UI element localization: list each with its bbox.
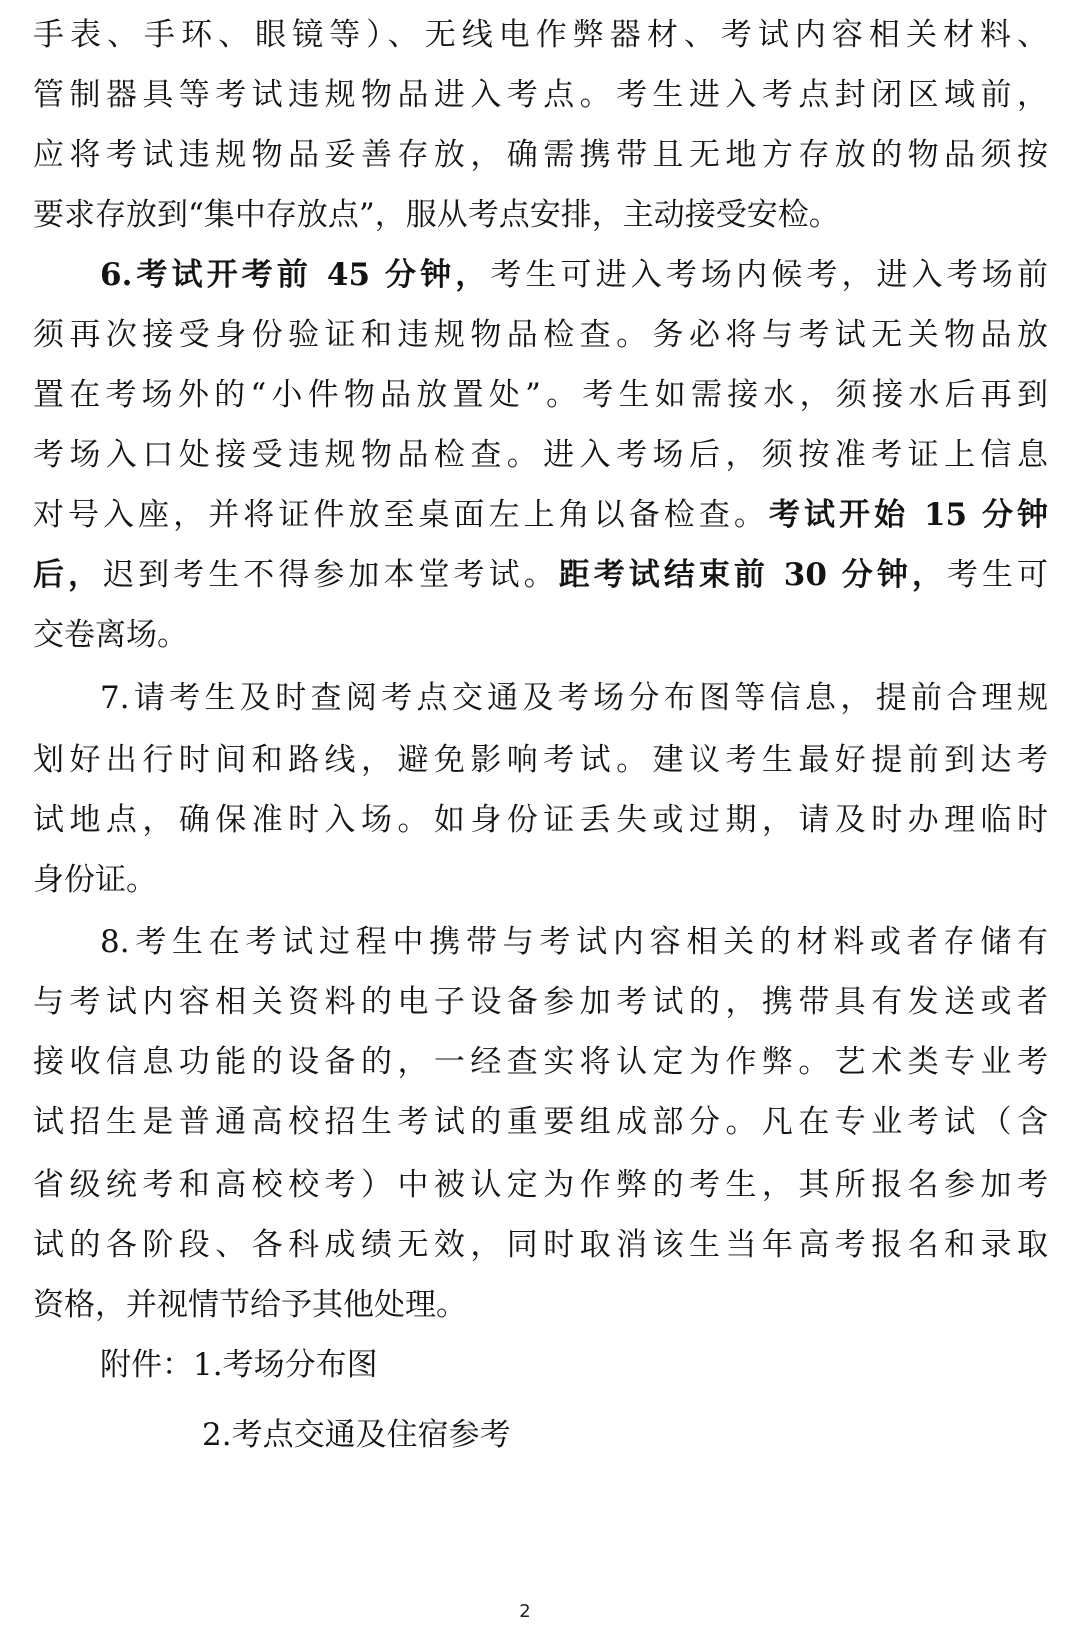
paragraph-line: 要求存放到“集中存放点”，服从考点安排，主动接受安检。: [33, 197, 840, 233]
attachment-label: 附件：: [100, 1347, 193, 1383]
paragraph-line: 接收信息功能的设备的，一经查实将认定为作弊。艺术类专业考: [33, 1044, 1048, 1080]
paragraph-line: 手表、手环、眼镜等）、无线电作弊器材、考试内容相关材料、: [33, 17, 1048, 53]
item-6-line-6: [33, 545, 1048, 605]
paragraph-line: 考场入口处接受违规物品检查。进入考场后，须按准考证上信息: [33, 437, 1048, 473]
paragraph-line: 应将考试违规物品妥善存放，确需携带且无地方存放的物品须按: [33, 137, 1048, 173]
attachment-item: 1.考场分布图: [193, 1347, 378, 1383]
paragraph-line: 划好出行时间和路线，避免影响考试。建议考生最好提前到达考: [33, 742, 1048, 778]
paragraph-line: 交卷离场。: [33, 617, 188, 653]
paragraph-line: 省级统考和高校校考）中被认定为作弊的考生，其所报名参加考: [33, 1167, 1048, 1203]
paragraph-line: 置在考场外的“小件物品放置处”。考生如需接水，须接水后再到: [33, 377, 1048, 413]
paragraph-line: 资格，并视情节给予其他处理。: [33, 1287, 467, 1323]
attachment-2: [202, 1405, 511, 1465]
paragraph-line: 试的各阶段、各科成绩无效，同时取消该生当年高考报名和录取: [33, 1227, 1048, 1263]
page-number: 2: [519, 1601, 531, 1622]
paragraph-line: 试地点，确保准时入场。如身份证丢失或过期，请及时办理临时: [33, 802, 1048, 838]
paragraph-line: 须再次接受身份验证和违规物品检查。务必将与考试无关物品放: [33, 317, 1048, 353]
item-6-bold-late-rule: 考试开始 15 分钟: [768, 497, 1048, 533]
paragraph-line: 身份证。: [33, 862, 157, 898]
paragraph-line: 管制器具等考试违规物品进入考点。考生进入考点封闭区域前，: [33, 77, 1048, 113]
paragraph-line: 试招生是普通高校招生考试的重要组成部分。凡在专业考试（含: [33, 1104, 1048, 1140]
item-8-line: 8.考生在考试过程中携带与考试内容相关的材料或者存储有: [100, 924, 1048, 960]
item-6-bold-late-rule: 后，: [33, 557, 104, 593]
item-6-text: 迟到考生不得参加本堂考试。: [103, 557, 559, 593]
item-7-line: 7.请考生及时查阅考点交通及考场分布图等信息，提前合理规: [100, 680, 1048, 716]
paragraph-line: 与考试内容相关资料的电子设备参加考试的，携带具有发送或者: [33, 984, 1048, 1020]
item-6-bold-leave-rule: 距考试结束前 30 分钟，: [558, 557, 947, 593]
item-6-line-5: [33, 485, 1048, 545]
item-6-line-1: [100, 245, 1048, 305]
item-6-bold-time: 6.考试开考前 45 分钟，: [100, 257, 491, 293]
item-6-text: 对号入座，并将证件放至桌面左上角以备检查。: [33, 497, 769, 533]
item-6-text: 考生可进入考场内候考，进入考场前: [490, 257, 1049, 293]
attachment-item: 2.考点交通及住宿参考: [202, 1417, 511, 1453]
item-6-text: 考生可: [946, 557, 1049, 593]
attachment-1: [100, 1335, 378, 1395]
